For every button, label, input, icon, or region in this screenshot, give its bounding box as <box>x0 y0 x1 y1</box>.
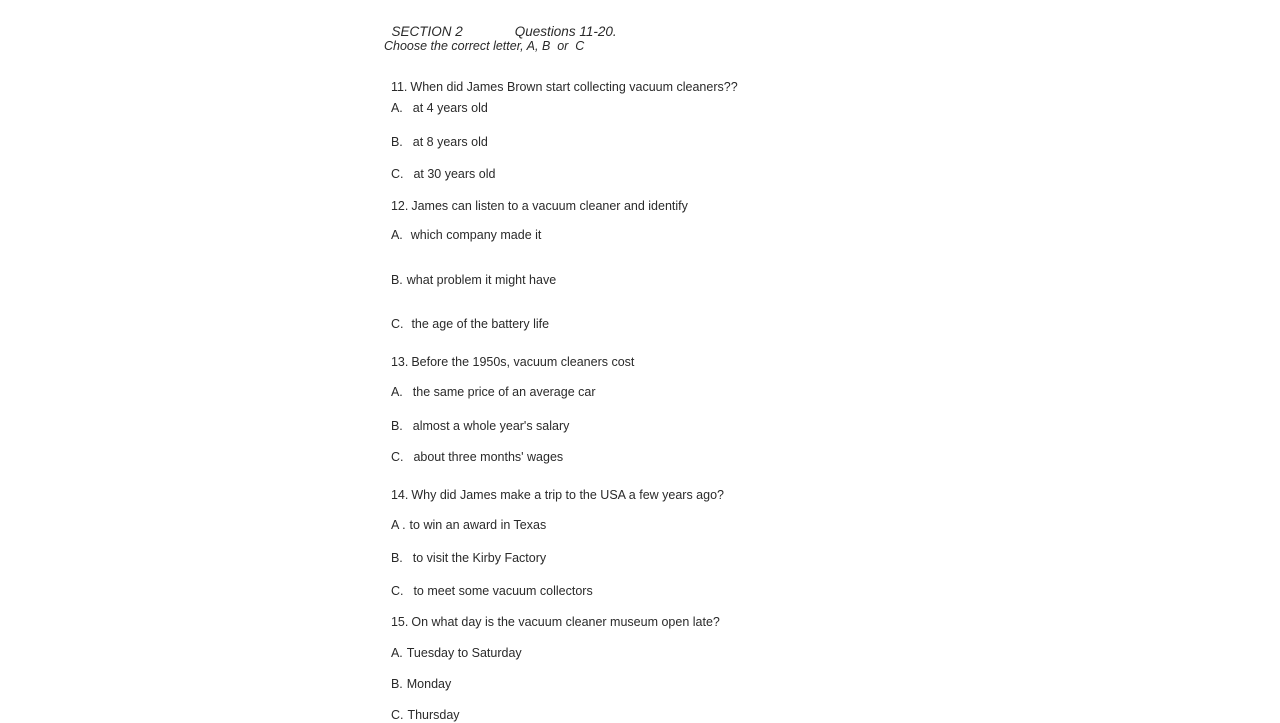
option-text: almost a whole year's salary <box>412 419 570 433</box>
option-text: to meet some vacuum collectors <box>413 584 593 598</box>
option-text: at 30 years old <box>413 167 496 181</box>
option-text: Tuesday to Saturday <box>406 646 522 660</box>
option-letter: A. <box>390 228 403 242</box>
option-letter: B. <box>390 135 403 149</box>
option-text: the age of the battery life <box>411 317 550 331</box>
question-text: Before the 1950s, vacuum cleaners cost <box>411 355 635 369</box>
section-title: SECTION 2 <box>391 24 463 39</box>
instruction: Choose the correct letter, A, B or C <box>384 39 585 53</box>
option-letter: B. <box>390 273 403 287</box>
option-15-c[interactable] <box>384 691 460 723</box>
question-text: James can listen to a vacuum cleaner and identify <box>411 199 688 213</box>
section-header <box>384 8 617 40</box>
question-number: 11. <box>390 80 408 94</box>
option-letter: C. <box>390 167 404 181</box>
option-text: at 4 years old <box>412 101 488 115</box>
question-12 <box>384 182 688 214</box>
option-text: which company made it <box>410 228 542 242</box>
option-text: Monday <box>406 677 452 691</box>
question-number: 12. <box>390 199 409 213</box>
option-13-b[interactable] <box>384 402 569 434</box>
option-12-c[interactable] <box>384 300 549 332</box>
option-14-b[interactable] <box>384 534 546 566</box>
question-13 <box>384 338 634 370</box>
option-14-a[interactable] <box>384 501 546 533</box>
option-13-c[interactable] <box>384 433 563 465</box>
option-letter: B. <box>390 551 403 565</box>
option-13-a[interactable] <box>384 368 596 400</box>
option-letter: A. <box>390 385 403 399</box>
option-text: about three months' wages <box>413 450 564 464</box>
option-letter: C. <box>390 450 404 464</box>
option-text: to win an award in Texas <box>409 518 547 532</box>
option-12-a[interactable] <box>384 211 541 243</box>
option-11-b[interactable] <box>384 118 488 150</box>
option-letter: C. <box>390 584 404 598</box>
option-text: the same price of an average car <box>412 385 596 399</box>
question-14 <box>384 471 724 503</box>
option-letter: A. <box>390 646 403 660</box>
option-letter: C. <box>390 708 404 722</box>
question-text: On what day is the vacuum cleaner museum open late? <box>411 615 720 629</box>
option-letter: C. <box>390 317 404 331</box>
option-11-a[interactable] <box>384 84 488 116</box>
question-text: Why did James make a trip to the USA a few years ago? <box>411 488 724 502</box>
option-text: to visit the Kirby Factory <box>412 551 547 565</box>
option-15-a[interactable] <box>384 629 522 661</box>
question-range: Questions 11-20. <box>514 24 617 39</box>
option-letter: B. <box>390 419 403 433</box>
option-letter: B. <box>390 677 403 691</box>
option-text: Thursday <box>407 708 460 722</box>
option-text: at 8 years old <box>412 135 488 149</box>
option-14-c[interactable] <box>384 567 593 599</box>
question-number: 14. <box>390 488 409 502</box>
option-letter: A. <box>390 101 403 115</box>
question-15 <box>384 598 720 630</box>
option-letter: A . <box>390 518 406 532</box>
option-15-b[interactable] <box>384 660 451 692</box>
option-11-c[interactable] <box>384 150 495 182</box>
question-number: 13. <box>390 355 409 369</box>
question-text: When did James Brown start collecting vacuum cleaners?? <box>410 80 738 94</box>
question-number: 15. <box>390 615 409 629</box>
option-text: what problem it might have <box>406 273 557 287</box>
option-12-b[interactable] <box>384 256 556 288</box>
